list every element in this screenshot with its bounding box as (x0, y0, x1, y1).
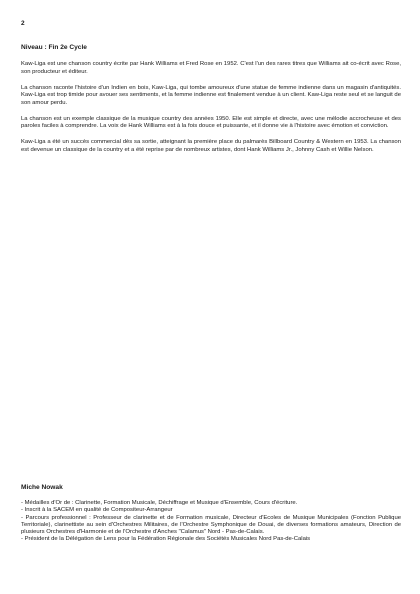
level-heading: Niveau : Fin 2e Cycle (21, 44, 87, 51)
paragraph-style: La chanson est un exemple classique de la musique country des années 1950. Elle est simple et directe, avec une mélodie accrocheuse et des paroles faciles à comprendre. La voix de Hank Williams est à la fois douce et puissante, et il donne vie à l'histoire avec émotion et conviction. (21, 115, 401, 129)
author-section (21, 484, 401, 544)
page-number: 2 (21, 20, 25, 27)
author-name: Miche Nowak (21, 484, 63, 491)
credential-item: - Parcours professionnel : Professeur de clarinette et de Formation musicale, Directeur d'Ecoles de Musique Municipales (Fonction Publique Territoriale), clarinettiste au sein d'Orchestres Militaires, de l'Orchestre Symphonique de Douai, de diverses formations amateurs, Direction de plusieurs Orchestres d'Harmonie et de l'Orchestre d'Anches "Calamus" Nord - Pas-de-Calais. (21, 514, 401, 536)
author-credentials (21, 500, 401, 544)
paragraph-story: La chanson raconte l'histoire d'un Indien en bois, Kaw-Liga, qui tombe amoureux d'une statue de femme indienne dans un magasin d'antiquités. Kaw-Liga est trop timide pour avouer ses sentiments, et la femme indienne est finalement vendue à un client. Kaw-Liga reste seul et se languit de son amour perdu. (21, 84, 401, 106)
credential-item: - Président de la Délégation de Lens pour la Fédération Régionale des Sociétés Musicales Nord Pas-de-Calais (21, 536, 311, 543)
credential-item: - Médailles d'Or de : Clarinette, Formation Musicale, Déchiffrage et Musique d'Ensemble, Cours d'écriture. (21, 500, 298, 506)
credential-item: - Inscrit à la SACEM en qualité de Compositeur-Arrangeur (21, 507, 173, 514)
paragraph-success: Kaw-Liga a été un succès commercial dès sa sortie, atteignant la première place du palmarès Billboard Country & Western en 1953. La chanson est devenue un classique de la country et a été reprise par de nombreux artistes, dont Hank Williams Jr., Johnny Cash et Willie Nelson. (21, 139, 401, 153)
paragraph-intro: Kaw-Liga est une chanson country écrite par Hank Williams et Fred Rose en 1952. C'est l'un des rares titres que Williams ait co-écrit avec Rose, son producteur et éditeur. (21, 61, 401, 75)
description-body (21, 61, 401, 163)
